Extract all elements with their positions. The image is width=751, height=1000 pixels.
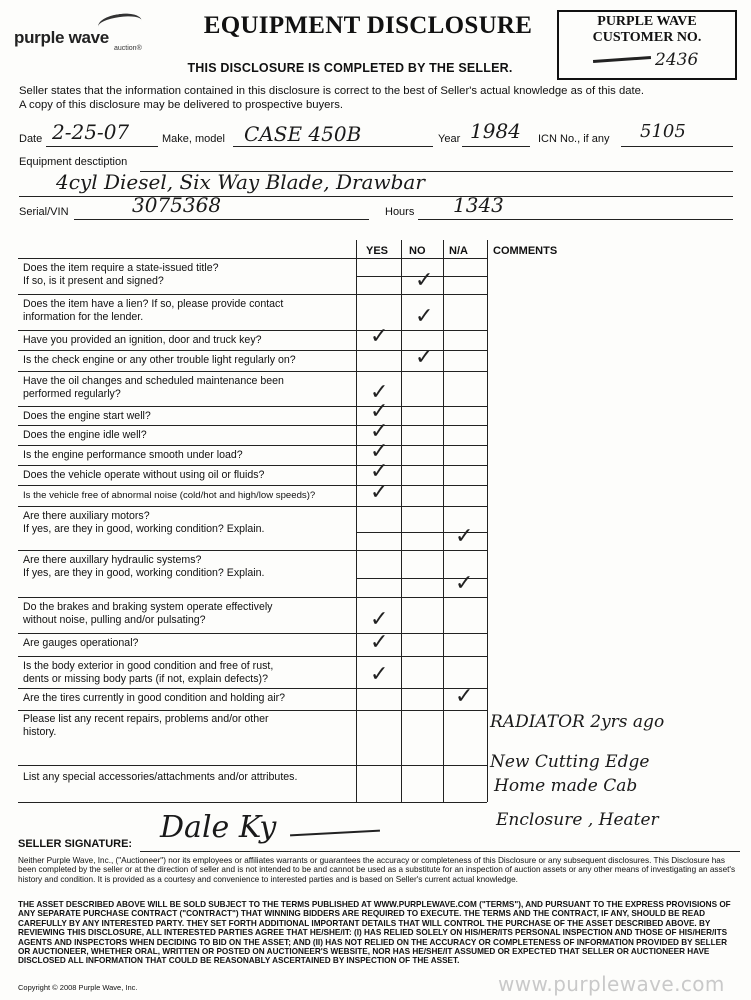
row-rule bbox=[18, 597, 487, 598]
page-subtitle: THIS DISCLOSURE IS COMPLETED BY THE SELLER. bbox=[187, 61, 513, 75]
question-text bbox=[23, 601, 353, 627]
desc-value: 4cyl Diesel, Six Way Blade, Drawbar bbox=[56, 170, 425, 194]
icn-label: ICN No., if any bbox=[538, 133, 610, 145]
logo-text: purple wave bbox=[14, 28, 109, 47]
purple-wave-logo bbox=[14, 14, 154, 54]
question-text bbox=[23, 637, 353, 650]
question-line: Is the body exterior in good condition and free of rust, bbox=[23, 660, 274, 672]
answer-check-na: ✓ bbox=[455, 571, 474, 596]
serial-label: Serial/VIN bbox=[19, 206, 69, 218]
answer-check-yes: ✓ bbox=[370, 380, 389, 405]
question-text bbox=[23, 334, 353, 347]
crossed-out-mark bbox=[593, 56, 651, 63]
question-line: history. bbox=[23, 726, 57, 738]
make-value: CASE 450B bbox=[244, 122, 362, 146]
serial-value: 3075368 bbox=[132, 193, 222, 217]
hours-value: 1343 bbox=[453, 193, 504, 217]
question-line: Does the engine start well? bbox=[23, 410, 151, 422]
row-rule bbox=[18, 406, 487, 407]
answer-check-no: ✓ bbox=[415, 268, 434, 293]
answer-check-yes: ✓ bbox=[370, 324, 389, 349]
customer-number-box bbox=[557, 10, 737, 80]
question-text bbox=[23, 469, 353, 482]
row-rule bbox=[18, 445, 487, 446]
question-line: Are there auxillary hydraulic systems? bbox=[23, 554, 202, 566]
year-value: 1984 bbox=[470, 119, 521, 143]
question-line: Does the item have a lien? If so, please provide contact bbox=[23, 298, 284, 310]
row-rule bbox=[18, 656, 487, 657]
question-line: Please list any recent repairs, problems and/or other bbox=[23, 713, 269, 725]
question-line: Are the tires currently in good condition and holding air? bbox=[23, 692, 286, 704]
question-line: information for the lender. bbox=[23, 311, 144, 323]
question-line: without noise, pulling and/or pulsating? bbox=[23, 614, 206, 626]
signature-tail-stroke bbox=[290, 830, 380, 837]
question-line: Is the check engine or any other trouble light regularly on? bbox=[23, 354, 296, 366]
comment-handwriting: New Cutting Edge bbox=[490, 752, 650, 772]
make-label: Make, model bbox=[162, 133, 225, 145]
seller-signature-label: SELLER SIGNATURE: bbox=[18, 838, 133, 850]
row-rule bbox=[18, 371, 487, 372]
answer-check-yes: ✓ bbox=[370, 419, 389, 444]
question-text bbox=[23, 554, 353, 580]
question-line: If so, is it present and signed? bbox=[23, 275, 164, 287]
column-line-na bbox=[443, 240, 444, 802]
date-value: 2-25-07 bbox=[52, 120, 130, 144]
answer-check-yes: ✓ bbox=[370, 480, 389, 505]
question-line: performed regularly? bbox=[23, 388, 121, 400]
intro-line2: A copy of this disclosure may be delivered to prospective buyers. bbox=[19, 99, 344, 111]
terms-paragraph: THE ASSET DESCRIBED ABOVE WILL BE SOLD SUBJECT TO THE TERMS PUBLISHED AT WWW.PURPLEWAVE.COM ("TERMS"), AND PURSUANT TO THE EXPRESS PROVISIONS OF ANY SEPARATE PURCHASE CONTRACT ("CONTRACT") THAT WINNING BIDDERS ARE REQUIRED TO EXECUTE. THE TERMS AND THE CONTRACT, IF ANY, SHOULD BE READ CAREFULLY BY ANY INTERESTED PARTY. THEY SET FORTH ADDITIONAL IMPORTANT DETAILS THAT WILL CONTROL THE PURCHASE OF THE ASSET DESCRIBED ABOVE. BY REVIEWING THIS DISCLOSURE, ALL INTERESTED PARTIES AGREE THAT HE/SHE/IT: (I) HAS RELIED SOLELY ON HIS/HER/ITS PERSONAL INSPECTION AND THOSE OF HIS/HER/ITS AGENTS AND INSPECTORS WHEN DECIDING TO BID ON THE ASSET; AND (II) HAS NOT RELIED ON THE ACCURACY OR COMPLETENESS OF INFORMATION PROVIDED BY SELLER OR AUCTIONEER, WHETHER ORAL, WRITTEN OR POSTED ON AUCTIONEER'S WEBSITE, NOR HAS HE/SHE/IT ASSUMED OR EXPECTED THAT SELLER OR AUCTIONEER HAVE DISCLOSED ALL INFORMATION THAT COULD BE REASONABLY ASCERTAINED BY INSPECTION OF THE ASSET. bbox=[18, 900, 731, 966]
question-text bbox=[23, 692, 353, 705]
row-rule bbox=[18, 550, 487, 551]
answer-check-na: ✓ bbox=[455, 524, 474, 549]
question-text bbox=[23, 298, 353, 324]
question-text bbox=[23, 354, 353, 367]
question-line: Does the engine idle well? bbox=[23, 429, 147, 441]
table-bottom-rule bbox=[18, 802, 487, 803]
question-text bbox=[23, 429, 353, 442]
question-text bbox=[23, 410, 353, 423]
question-line: Are there auxiliary motors? bbox=[23, 510, 150, 522]
seller-signature: Dale Ky bbox=[160, 810, 277, 845]
question-text bbox=[23, 375, 353, 401]
answer-check-na: ✓ bbox=[455, 684, 474, 709]
year-label: Year bbox=[438, 133, 461, 145]
question-line: Do the brakes and braking system operate effectively bbox=[23, 601, 273, 613]
comment-handwriting: RADIATOR 2yrs ago bbox=[490, 712, 665, 732]
column-header: NO bbox=[409, 245, 426, 257]
comment-handwriting: Home made Cab bbox=[494, 776, 638, 796]
column-header: COMMENTS bbox=[493, 245, 558, 257]
answer-check-yes: ✓ bbox=[370, 439, 389, 464]
row-rule bbox=[18, 330, 487, 331]
question-line: Have the oil changes and scheduled maintenance been bbox=[23, 375, 284, 387]
question-line: dents or missing body parts (if not, explain defects)? bbox=[23, 673, 268, 685]
row-rule bbox=[18, 465, 487, 466]
intro-line1: Seller states that the information contained in this disclosure is correct to the best of Seller's actual knowledge as of this date. bbox=[19, 85, 645, 97]
accessories-prompt: List any special accessories/attachments and/or attributes. bbox=[23, 771, 298, 783]
header-rule bbox=[18, 258, 487, 259]
signature-line bbox=[140, 850, 740, 852]
column-line-no bbox=[401, 240, 402, 802]
row-rule bbox=[18, 688, 487, 689]
question-line: Does the vehicle operate without using oil or fluids? bbox=[23, 469, 265, 481]
question-text bbox=[23, 449, 353, 462]
row-rule bbox=[18, 765, 487, 766]
date-label: Date bbox=[19, 133, 43, 145]
column-header: YES bbox=[366, 245, 389, 257]
page-title: EQUIPMENT DISCLOSURE bbox=[203, 12, 533, 39]
question-line: Does the item require a state-issued title? bbox=[23, 262, 219, 274]
answer-check-yes: ✓ bbox=[370, 607, 389, 632]
question-text bbox=[23, 262, 353, 288]
answer-check-yes: ✓ bbox=[370, 399, 389, 424]
column-line-yes bbox=[356, 240, 357, 802]
customer-box-line1: PURPLE WAVE bbox=[597, 14, 697, 29]
logo-sub: auction® bbox=[114, 45, 142, 52]
question-text bbox=[23, 489, 353, 502]
question-line: Is the vehicle free of abnormal noise (cold/hot and high/low speeds)? bbox=[23, 490, 316, 501]
repairs-prompt bbox=[23, 713, 353, 739]
watermark: www.purplewave.com bbox=[498, 972, 725, 996]
disclaimer-paragraph: Neither Purple Wave, Inc., ("Auctioneer") nor its employees or affiliates warrants or guarantees the accuracy or completeness of this Disclosure or any subsequent disclosures. This Disclosure has been completed by the seller or at the direction of seller and is not intended to be and cannot be used as a substitute for an inspection of auction assets or any other means of investigating an asset's history and condition. It is provided as a courtesy and convenience to interested parties and is based on Seller's current actual knowledge. bbox=[18, 856, 736, 884]
row-rule bbox=[18, 506, 487, 507]
icn-value: 5105 bbox=[640, 121, 686, 142]
customer-number: 2436 bbox=[655, 50, 699, 70]
row-rule bbox=[18, 425, 487, 426]
answer-check-no: ✓ bbox=[415, 345, 434, 370]
customer-box-line2: CUSTOMER NO. bbox=[592, 30, 702, 45]
question-text bbox=[23, 660, 353, 686]
column-line-comments bbox=[487, 240, 488, 802]
comment-handwriting: Enclosure , Heater bbox=[496, 810, 659, 830]
column-header: N/A bbox=[449, 245, 468, 257]
row-rule bbox=[18, 633, 487, 634]
question-line: If yes, are they in good, working condition? Explain. bbox=[23, 567, 265, 579]
row-rule bbox=[18, 485, 487, 486]
row-rule bbox=[18, 710, 487, 711]
question-text bbox=[23, 510, 353, 536]
question-line: If yes, are they in good, working condition? Explain. bbox=[23, 523, 265, 535]
serial-line bbox=[74, 205, 369, 220]
row-rule bbox=[18, 294, 487, 295]
answer-check-yes: ✓ bbox=[370, 662, 389, 687]
intro-text bbox=[19, 84, 739, 112]
copyright: Copyright © 2008 Purple Wave, Inc. bbox=[18, 983, 138, 992]
answer-check-no: ✓ bbox=[415, 304, 434, 329]
question-line: Is the engine performance smooth under load? bbox=[23, 449, 243, 461]
desc-label: Equipment desctiption bbox=[19, 156, 128, 168]
question-line: Have you provided an ignition, door and truck key? bbox=[23, 334, 262, 346]
hours-label: Hours bbox=[385, 206, 415, 218]
answer-check-yes: ✓ bbox=[370, 630, 389, 655]
answer-check-yes: ✓ bbox=[370, 459, 389, 484]
question-line: Are gauges operational? bbox=[23, 637, 139, 649]
